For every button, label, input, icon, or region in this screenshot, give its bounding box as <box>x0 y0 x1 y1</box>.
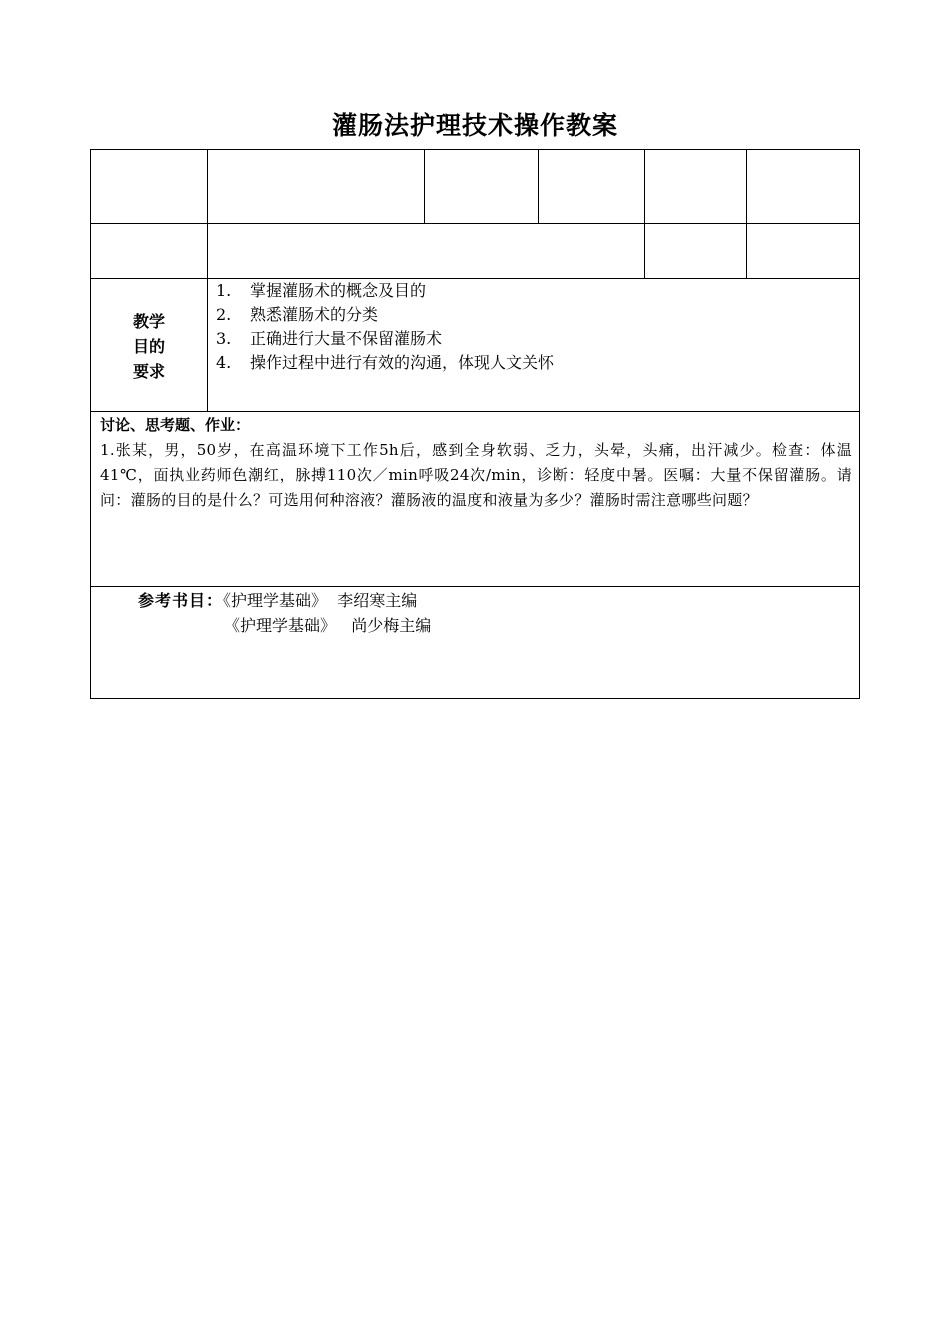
book-editor: 李绍寒主编 <box>337 591 418 610</box>
list-item-number: 2. <box>216 305 232 324</box>
goals-label-line: 教学 <box>132 312 165 331</box>
book-name: 《护理学基础》 <box>224 616 337 635</box>
list-item-text: 操作过程中进行有效的沟通，体现人文关怀 <box>250 353 555 372</box>
col-divider <box>746 149 747 279</box>
book-name: 《护理学基础》 <box>223 591 328 610</box>
reference-row <box>138 613 431 638</box>
row-divider-1 <box>90 223 860 224</box>
table-border-left <box>90 149 91 699</box>
list-item <box>216 351 554 375</box>
discussion-section <box>100 413 852 513</box>
list-item-number: 4. <box>216 353 232 372</box>
reference-row <box>138 588 431 613</box>
list-item-number: 3. <box>216 329 232 348</box>
table-border-top <box>90 149 860 150</box>
list-item <box>216 279 554 303</box>
references-label: 参考书目： <box>138 591 224 610</box>
list-item-text: 熟悉灌肠术的分类 <box>250 305 379 324</box>
row-divider-4 <box>90 586 860 587</box>
col-divider <box>207 149 208 412</box>
book-editor: 尚少梅主编 <box>351 616 432 635</box>
list-item-text: 掌握灌肠术的概念及目的 <box>250 281 427 300</box>
col-divider <box>538 149 539 224</box>
goals-label <box>91 309 207 384</box>
table-border-right <box>859 149 860 699</box>
row-divider-3 <box>90 411 860 412</box>
col-divider <box>424 149 425 224</box>
list-item <box>216 327 554 351</box>
col-divider <box>644 149 645 279</box>
list-item-text: 正确进行大量不保留灌肠术 <box>250 329 443 348</box>
discussion-body: 1.张某，男，50岁，在高温环境下工作5h后，感到全身软弱、乏力，头晕，头痛，出汗减少。检查：体温41℃，面执业药师色潮红，脉搏110次／min呼吸24次/min，诊断：轻度中暑。医嘱：大量不保留灌肠。请问：灌肠的目的是什么？可选用何种溶液？灌肠液的温度和液量为多少？灌肠时需注意哪些问题？ <box>100 441 852 509</box>
list-item <box>216 303 554 327</box>
references-section <box>138 588 431 638</box>
goals-label-line: 目的 <box>132 337 165 356</box>
goals-label-line: 要求 <box>132 362 165 381</box>
table-border-bottom <box>90 698 860 699</box>
goals-list <box>216 279 554 375</box>
document-title: 灌肠法护理技术操作教案 <box>331 111 618 140</box>
discussion-heading: 讨论、思考题、作业： <box>100 416 251 434</box>
list-item-number: 1. <box>216 281 232 300</box>
